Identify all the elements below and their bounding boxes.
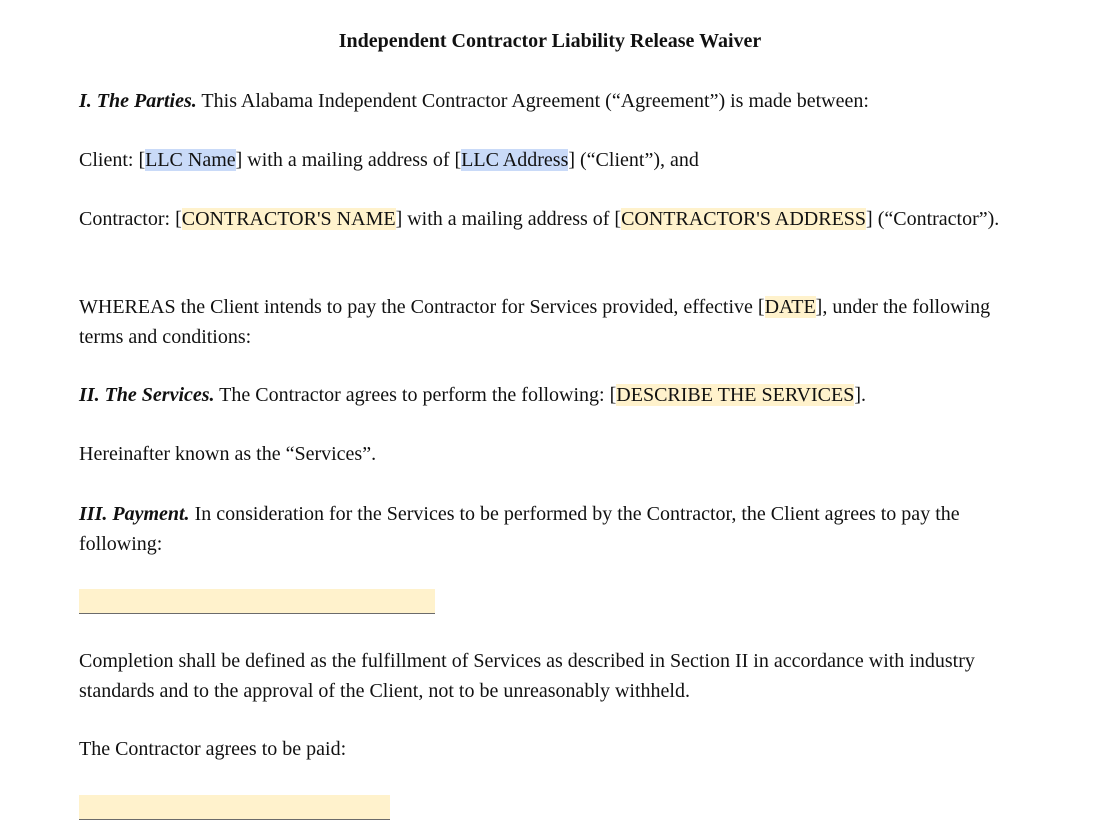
document-title: Independent Contractor Liability Release Waiver — [338, 30, 762, 52]
parties-paragraph — [79, 87, 1039, 117]
services-text: The Contractor agrees to perform the following: [ — [214, 384, 617, 406]
services-heading: II. The Services. — [79, 384, 215, 406]
llc-name-field[interactable]: LLC Name — [145, 149, 236, 171]
whereas-suffix: ], under the following terms and conditions: — [79, 296, 991, 348]
client-prefix: Client: [ — [79, 149, 146, 171]
client-line — [79, 146, 1039, 176]
client-suffix: ] (“Client”), and — [568, 149, 699, 171]
whereas-prefix: WHEREAS the Client intends to pay the Contractor for Services provided, effective [ — [79, 296, 765, 318]
parties-text: This Alabama Independent Contractor Agreement (“Agreement”) is made between: — [196, 90, 869, 112]
payment-heading: III. Payment. — [79, 503, 190, 525]
contractor-name-field[interactable]: CONTRACTOR'S NAME — [181, 208, 396, 230]
contractor-line — [79, 205, 1039, 235]
payment-text: In consideration for the Services to be performed by the Contractor, the Client agrees to pay the following: — [79, 503, 960, 555]
client-middle: ] with a mailing address of [ — [235, 149, 462, 171]
date-field[interactable]: DATE — [764, 296, 816, 318]
contractor-address-field[interactable]: CONTRACTOR'S ADDRESS — [621, 208, 867, 230]
services-paragraph — [79, 381, 1039, 411]
whereas-paragraph — [79, 293, 1039, 352]
llc-address-field[interactable]: LLC Address — [461, 149, 569, 171]
completion-paragraph: Completion shall be defined as the fulfillment of Services as described in Section II in accordance with industry standards and to the approval of the Client, not to be unreasonably withheld. — [79, 650, 975, 702]
describe-services-field[interactable]: DESCRIBE THE SERVICES — [616, 384, 855, 406]
payment-paragraph — [79, 500, 1039, 559]
contractor-suffix: ] (“Contractor”). — [866, 208, 1000, 230]
hereinafter-paragraph: Hereinafter known as the “Services”. — [79, 443, 377, 465]
contractor-middle: ] with a mailing address of [ — [395, 208, 622, 230]
services-suffix: ]. — [854, 384, 867, 406]
payment-amount-blank[interactable] — [79, 589, 435, 614]
parties-heading: I. The Parties. — [79, 90, 197, 112]
payment-terms-blank[interactable] — [79, 795, 390, 820]
paid-paragraph: The Contractor agrees to be paid: — [79, 738, 347, 760]
contractor-prefix: Contractor: [ — [79, 208, 182, 230]
